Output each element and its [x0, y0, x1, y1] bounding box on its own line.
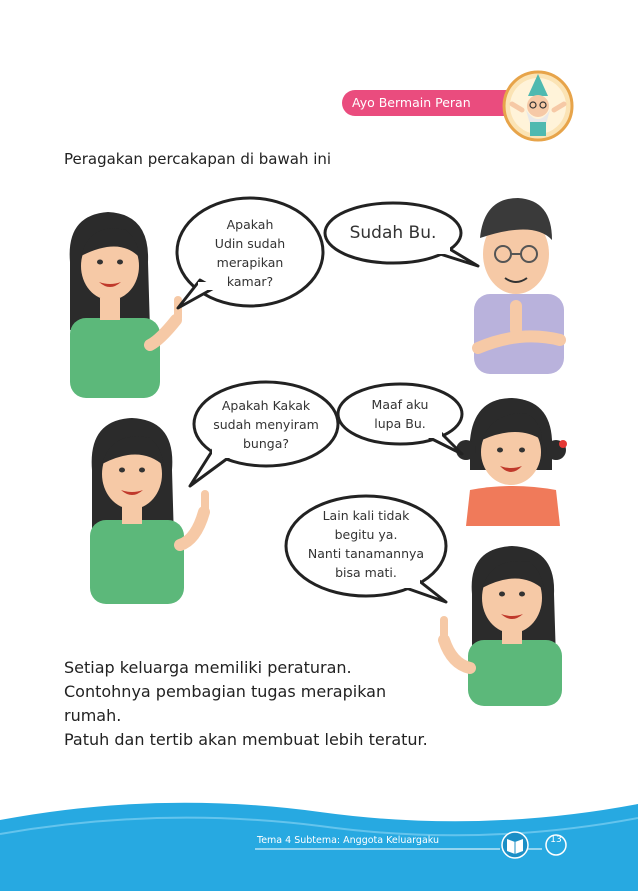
girl-figure — [456, 398, 567, 526]
section-tag: Ayo Bermain Peran — [342, 90, 510, 116]
body-line: Contohnya pembagian tugas merapikan — [64, 682, 387, 701]
page-number: 13 — [550, 835, 562, 845]
mother-figure-1 — [70, 212, 182, 398]
boy-figure — [474, 198, 564, 374]
body-paragraph — [64, 656, 584, 752]
footer-theme-label: Tema 4 Subtema: Anggota Keluargaku — [257, 835, 440, 846]
mother-figure-2 — [90, 418, 209, 604]
instruction-heading: Peragakan percakapan di bawah ini — [64, 150, 332, 168]
dialog-line-5: Lain kali tidak begitu ya. Nanti tanamannya bisa mati. — [307, 508, 425, 580]
dialog-line-1: Apakah Udin sudah merapikan kamar? — [214, 217, 286, 289]
body-line: Patuh dan tertib akan membuat lebih teratur. — [64, 730, 428, 749]
dialog-line-2: Sudah Bu. — [349, 223, 437, 243]
body-line: Setiap keluarga memiliki peraturan. — [64, 658, 352, 677]
dialog-line-4: Maaf aku lupa Bu. — [371, 397, 429, 431]
dialog-line-3: Apakah Kakak sudah menyiram bunga? — [213, 398, 319, 451]
body-line: rumah. — [64, 706, 122, 725]
